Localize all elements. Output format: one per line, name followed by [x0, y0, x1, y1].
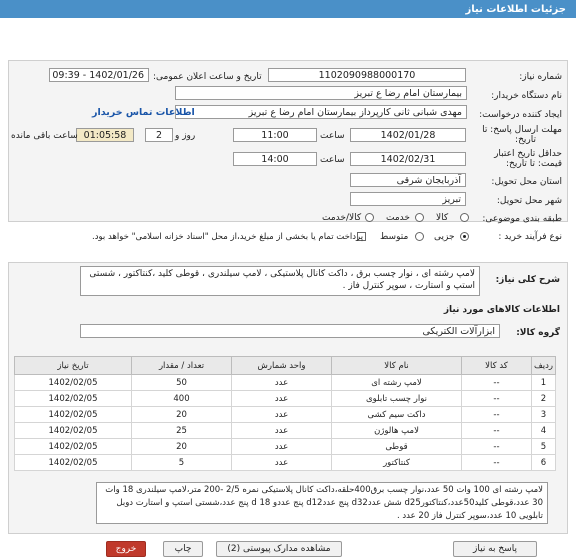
- exit-button[interactable]: خروج: [106, 541, 146, 557]
- cell-unit: عدد: [232, 455, 332, 471]
- cell-quantity: 20: [132, 439, 232, 455]
- cell-unit: عدد: [232, 423, 332, 439]
- goods-table: [14, 356, 556, 471]
- reply-button[interactable]: پاسخ به نیاز: [453, 541, 537, 557]
- validity-label-1: حداقل تاریخ اعتبار: [494, 149, 562, 159]
- cell-date: 1402/02/05: [15, 455, 132, 471]
- cell-name: کنتاکتور: [332, 455, 462, 471]
- col-code: کد کالا: [462, 357, 532, 375]
- cell-row: 6: [532, 455, 556, 471]
- validity-date-field: 1402/02/31: [350, 152, 466, 166]
- table-row: [15, 407, 556, 423]
- category-option-both: کالا/خدمت: [322, 213, 362, 223]
- cell-name: داکت سیم کشی: [332, 407, 462, 423]
- category-option-goods: کالا: [436, 213, 449, 223]
- cell-code: --: [462, 407, 532, 423]
- process-radio-medium[interactable]: [415, 232, 424, 241]
- deadline-time-label: ساعت: [320, 131, 345, 141]
- category-option-service: خدمت: [386, 213, 410, 223]
- cell-quantity: 25: [132, 423, 232, 439]
- cell-code: --: [462, 375, 532, 391]
- cell-quantity: 5: [132, 455, 232, 471]
- goods-group-field: ابزارآلات الکتریکی: [80, 324, 500, 338]
- cell-row: 4: [532, 423, 556, 439]
- table-row: [15, 423, 556, 439]
- cell-quantity: 400: [132, 391, 232, 407]
- deadline-label-1: مهلت ارسال پاسخ: تا: [482, 125, 562, 135]
- col-row: ردیف: [532, 357, 556, 375]
- col-unit: واحد شمارش: [232, 357, 332, 375]
- table-row: [15, 439, 556, 455]
- days-field: 2: [145, 128, 173, 142]
- deadline-time-field: 11:00: [233, 128, 317, 142]
- city-field: تبریز: [350, 192, 466, 206]
- cell-code: --: [462, 423, 532, 439]
- cell-date: 1402/02/05: [15, 375, 132, 391]
- col-quantity: تعداد / مقدار: [132, 357, 232, 375]
- cell-row: 5: [532, 439, 556, 455]
- buyer-org-field: بیمارستان امام رضا ع تبریز: [175, 86, 467, 100]
- deadline-label-2: تاریخ:: [515, 135, 536, 145]
- cell-date: 1402/02/05: [15, 407, 132, 423]
- cell-unit: عدد: [232, 407, 332, 423]
- cell-unit: عدد: [232, 375, 332, 391]
- cell-code: --: [462, 439, 532, 455]
- process-radio-minor[interactable]: [460, 232, 469, 241]
- announce-label: تاریخ و ساعت اعلان عمومی:: [153, 72, 262, 82]
- table-row: [15, 391, 556, 407]
- remaining-label: ساعت باقی مانده: [11, 131, 78, 141]
- cell-date: 1402/02/05: [15, 391, 132, 407]
- validity-time-label: ساعت: [320, 155, 345, 165]
- cell-name: نوار چسب تابلوی: [332, 391, 462, 407]
- goods-table-header: [15, 357, 556, 375]
- remaining-time-field: 01:05:58: [76, 128, 134, 142]
- goods-section-title: اطلاعات کالاهای مورد نیاز: [443, 305, 560, 315]
- payment-note: پرداخت تمام یا بخشی از مبلغ خرید،از محل "اسناد خزانه اسلامی" خواهد بود.: [92, 232, 364, 242]
- category-radio-both[interactable]: [365, 213, 374, 222]
- process-option-minor: جزیی: [434, 232, 455, 242]
- requester-field: مهدی شبانی ثانی کارپرداز بیمارستان امام رضا ع تبریز: [175, 105, 467, 119]
- goods-group-label: گروه کالا:: [516, 328, 560, 338]
- cell-row: 1: [532, 375, 556, 391]
- cell-date: 1402/02/05: [15, 423, 132, 439]
- buyer-note-field: لامپ رشته ای 100 وات 50 عدد،نوار چسب برق400حلقه،داکت کانال پلاستیکی نمره 2/5 -200 متر،لامپ سیلندری 18 وات 30 عدد،قوطی کلید50عدد،کنتاکتورd25 شش عددd32 پنج عددd12 پنج عددو d 18 پنج عدد،شستی استپ و استارت دوبل تابلویی 10 عدد،سوپر کنترل فاز 20 عدد .: [96, 482, 548, 524]
- process-label: نوع فرآیند خرید :: [498, 232, 562, 242]
- process-option-medium: متوسط: [380, 232, 409, 242]
- buyer-contact-link[interactable]: اطلاعات تماس خریدار: [92, 107, 195, 118]
- print-button[interactable]: چاپ: [163, 541, 203, 557]
- cell-date: 1402/02/05: [15, 439, 132, 455]
- validity-time-field: 14:00: [233, 152, 317, 166]
- col-need-date: تاریخ نیاز: [15, 357, 132, 375]
- cell-row: 3: [532, 407, 556, 423]
- page-title: جزئیات اطلاعات نیاز: [465, 4, 566, 15]
- need-number-label: شماره نیاز:: [519, 72, 562, 82]
- cell-name: لامپ رشته ای: [332, 375, 462, 391]
- validity-label-2: قیمت: تا تاریخ:: [506, 159, 562, 169]
- col-name: نام کالا: [332, 357, 462, 375]
- cell-name: لامپ هالوژن: [332, 423, 462, 439]
- need-number-field: 1102090988000170: [268, 68, 466, 82]
- city-label: شهر محل تحویل:: [496, 196, 562, 206]
- category-radio-goods[interactable]: [460, 213, 469, 222]
- category-label: طبقه بندی موضوعی:: [482, 214, 562, 224]
- cell-name: قوطی: [332, 439, 462, 455]
- table-row: [15, 455, 556, 471]
- cell-unit: عدد: [232, 439, 332, 455]
- cell-row: 2: [532, 391, 556, 407]
- deadline-date-field: 1402/01/28: [350, 128, 466, 142]
- province-field: آذربایجان شرقی: [350, 173, 466, 187]
- cell-unit: عدد: [232, 391, 332, 407]
- view-attachments-button[interactable]: مشاهده مدارک پیوستی (2): [216, 541, 342, 557]
- province-label: استان محل تحویل:: [491, 177, 562, 187]
- description-field: لامپ رشته ای ، نوار چسب برق ، داکت کانال پلاستیکی ، لامپ سیلندری ، قوطی کلید ،کنتاکتور ، شستی استپ و استارت ، سوپر کنترل فاز .: [80, 266, 480, 296]
- cell-quantity: 20: [132, 407, 232, 423]
- cell-code: --: [462, 455, 532, 471]
- announce-field: 1402/01/26 - 09:39: [49, 68, 149, 82]
- cell-code: --: [462, 391, 532, 407]
- days-label: روز و: [175, 131, 196, 141]
- table-row: [15, 375, 556, 391]
- requester-label: ایجاد کننده درخواست:: [479, 110, 562, 120]
- page-header: [0, 0, 576, 18]
- cell-quantity: 50: [132, 375, 232, 391]
- description-label: شرح کلی نیاز:: [495, 275, 560, 285]
- buyer-org-label: نام دستگاه خریدار:: [491, 91, 562, 101]
- category-radio-service[interactable]: [415, 213, 424, 222]
